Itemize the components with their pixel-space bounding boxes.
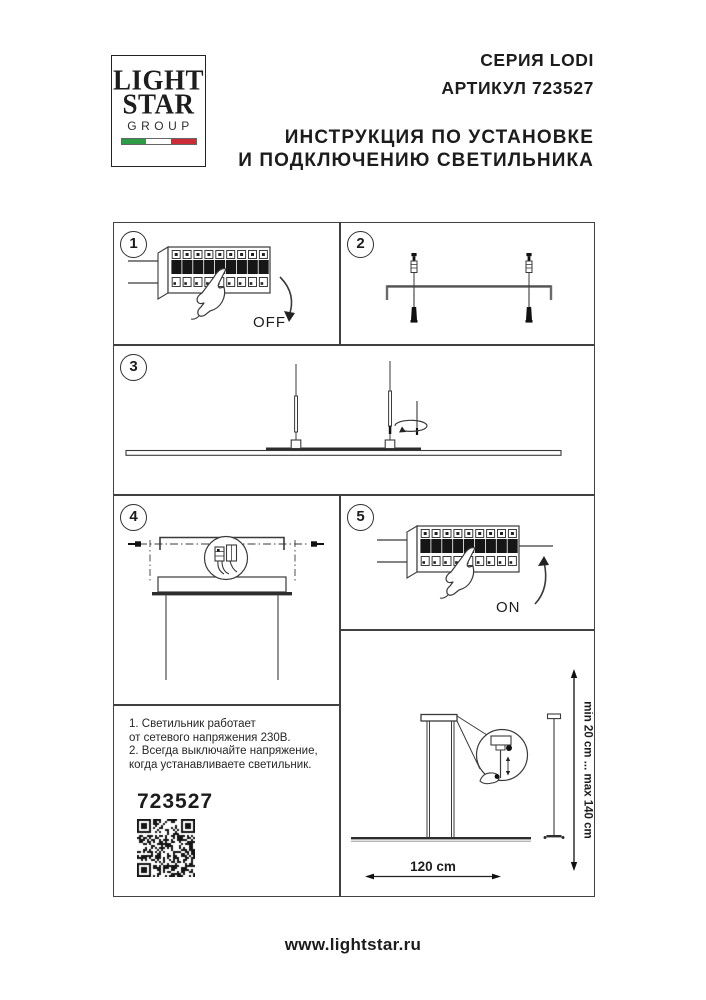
wiring-detail-magnifier (205, 537, 248, 580)
logo-word-star: STAR (122, 88, 195, 120)
mounting-track-icon (266, 448, 421, 451)
arrow-down-icon (280, 277, 292, 316)
canopy-icon (421, 715, 457, 722)
note-line: 1. Светильник работает (129, 718, 256, 730)
logo-word-light: LIGHT (112, 64, 205, 96)
side-screw-icon (311, 541, 324, 546)
anchor-screw-icon (526, 253, 533, 323)
step3-number-badge: 3 (120, 354, 147, 381)
step4-panel (113, 495, 340, 705)
step3-suspension-drawing (114, 346, 593, 493)
height-dimension (571, 669, 593, 871)
note-line: когда устанавливаете светильник. (129, 758, 312, 771)
fixture-bar-icon (126, 451, 561, 456)
step1-panel (113, 222, 340, 345)
safety-notes (129, 718, 334, 772)
mounting-bracket-icon (387, 287, 551, 301)
width-label: 120 cm (410, 859, 456, 874)
article-label: АРТИКУЛ 723527 (441, 78, 594, 98)
circuit-breaker-icon (377, 526, 519, 578)
logo-word-group: GROUP (127, 119, 194, 133)
step5-breaker-on-drawing (341, 496, 593, 628)
diagram-grid (113, 222, 595, 897)
step2-panel (340, 222, 595, 345)
fixture-bar-icon (351, 837, 531, 839)
suspension-cable-icon (544, 714, 565, 839)
step4-number-badge: 4 (120, 504, 147, 531)
step1-breaker-off-drawing (114, 223, 338, 343)
italian-flag-icon (121, 138, 197, 145)
lightstar-logo (111, 55, 206, 167)
suspension-cable-icon (385, 361, 395, 449)
step5-number-badge: 5 (347, 504, 374, 531)
instruction-title (238, 126, 594, 172)
step1-number-badge: 1 (120, 231, 147, 258)
height-range-label: min 20 cm ... max 140 cm (581, 701, 593, 839)
notes-panel (113, 705, 340, 897)
width-dimension (365, 859, 501, 879)
arrow-up-icon (535, 562, 546, 604)
series-label: СЕРИЯ LODI (480, 50, 594, 70)
step5-panel (340, 495, 595, 630)
side-screw-icon (128, 541, 141, 546)
website-url: www.lightstar.ru (284, 935, 422, 954)
fixture-dimensions-drawing (341, 631, 593, 895)
header (238, 50, 594, 172)
article-number: 723527 (137, 790, 214, 813)
instruction-title-line1: ИНСТРУКЦИЯ ПО УСТАНОВКЕ (284, 127, 594, 148)
off-label: OFF (253, 314, 286, 331)
step2-number-badge: 2 (347, 231, 374, 258)
screw-icon (416, 401, 418, 435)
suspension-cable-icon (291, 364, 301, 449)
cable-adjuster-magnifier (477, 730, 528, 784)
on-label: ON (496, 599, 521, 616)
note-line: от сетевого напряжения 230В. (129, 731, 291, 744)
note-line: 2. Всегда выключайте напряжение, (129, 745, 318, 757)
step3-panel (113, 345, 595, 495)
anchor-screw-icon (411, 253, 418, 323)
rotation-arrow-icon (395, 420, 427, 432)
step4-canopy-drawing (114, 496, 338, 703)
qr-code (137, 819, 195, 877)
circuit-breaker-icon (128, 247, 270, 299)
dimensions-panel (340, 630, 595, 897)
instruction-title-line2: И ПОДКЛЮЧЕНИЮ СВЕТИЛЬНИКА (238, 150, 594, 171)
step2-bracket-drawing (341, 223, 593, 343)
